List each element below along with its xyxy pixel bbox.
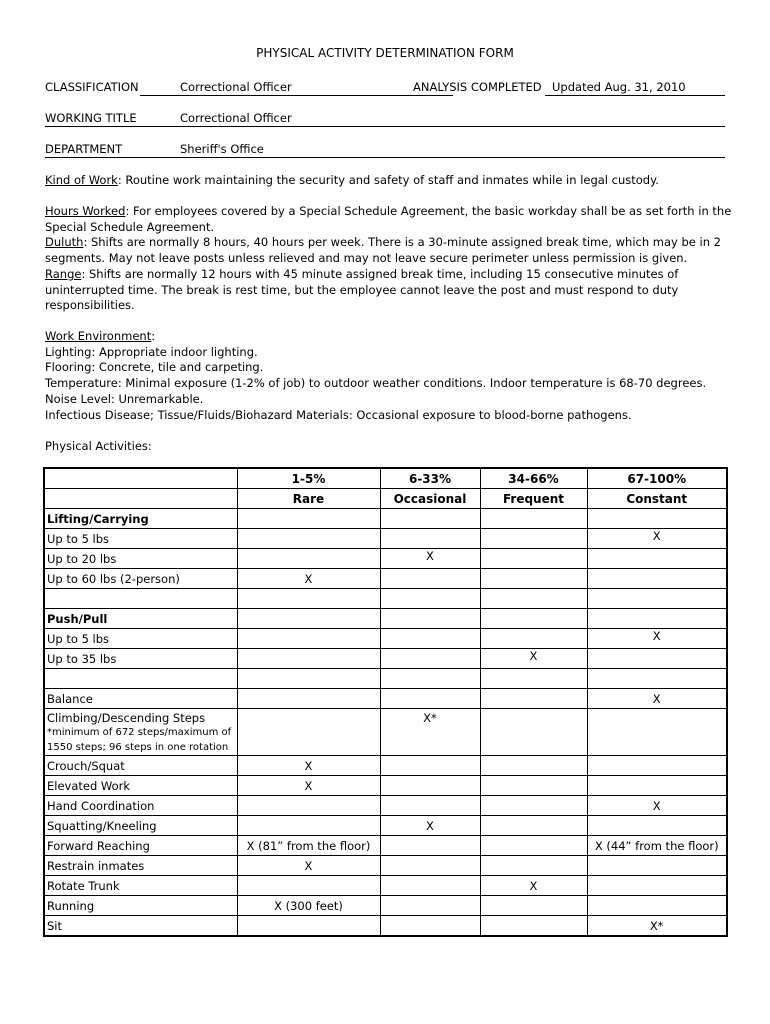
mark-climbing-occasional: X* [380,709,480,756]
table-header-row [44,468,727,489]
duluth-text: : Shifts are normally 8 hours, 40 hours per week. There is a 30-minute assigned break time, which may be in 2 segments. May not leave posts unless relieved and may not leave secure perimeter unless permission is given. [45,235,721,266]
mark-lift-20-occasional: X [380,549,480,569]
header-occasional: Occasional [380,489,480,509]
row-label-elevated-work: Elevated Work [44,776,237,796]
table-row [44,756,727,776]
table-row [44,669,727,689]
mark-squatting-occasional: X [380,816,480,836]
table-row [44,836,727,856]
analysis-completed-label: ANALYSIS COMPLETED [413,80,542,94]
mark-hand-constant: X [587,796,727,816]
header-constant: Constant [587,489,727,509]
table-row [44,916,727,937]
table-row [44,776,727,796]
temperature-text: Temperature: Minimal exposure (1-2% of job) to outdoor weather conditions. Indoor temperature is 68-70 degrees. [45,376,707,391]
department-field [45,142,725,158]
table-row [44,816,727,836]
physical-activities-table [43,467,728,937]
row-label-hand-coordination: Hand Coordination [44,796,237,816]
table-row [44,709,727,756]
mark-elevated-rare: X [237,776,380,796]
header-pct-constant: 67-100% [587,468,727,489]
duluth-heading: Duluth [45,235,84,250]
work-environment-heading: Work Environment [45,329,152,343]
working-title-field [45,111,725,127]
table-row [44,629,727,649]
mark-crouch-rare: X [237,756,380,776]
table-row [44,589,727,609]
header-rare: Rare [237,489,380,509]
mark-lift-60-rare: X [237,569,380,589]
form-title: PHYSICAL ACTIVITY DETERMINATION FORM [256,46,514,60]
table-row [44,649,727,669]
mark-balance-constant: X [587,689,727,709]
kind-of-work-section [45,173,735,189]
row-label-forward-reaching: Forward Reaching [44,836,237,856]
infectious-disease-text: Infectious Disease; Tissue/Fluids/Biohazard Materials: Occasional exposure to blood-borne pathogens. [45,407,632,422]
row-label-sit: Sit [44,916,237,937]
table-row [44,689,727,709]
row-label-squatting: Squatting/Kneeling [44,816,237,836]
hours-worked-section [45,204,735,314]
row-label-balance: Balance [44,689,237,709]
hours-worked-text: : For employees covered by a Special Schedule Agreement, the basic workday shall be as set forth in the Special Schedule Agreement. [45,204,732,234]
range-heading: Range [45,266,82,281]
classification-value: Correctional Officer [180,80,292,94]
table-header-row [44,489,727,509]
mark-forward-rare: X (81” from the floor) [237,836,380,856]
table-row [44,549,727,569]
row-label-push-pull: Push/Pull [44,609,237,629]
row-label-climbing [44,709,237,756]
flooring-text: Flooring: Concrete, tile and carpeting. [45,360,264,375]
row-label-push-35: Up to 35 lbs [44,649,237,669]
classification-field [45,80,725,96]
header-pct-rare: 1-5% [237,468,380,489]
table-row [44,876,727,896]
physical-activities-heading: Physical Activities: [45,439,152,453]
mark-lift-5-constant: X [587,529,727,549]
mark-push-35-frequent: X [480,649,587,669]
climbing-note: *minimum of 672 steps/maximum of 1550 steps; 96 steps in one rotation [47,727,232,753]
row-label-lifting-carrying: Lifting/Carrying [44,509,237,529]
mark-rotate-frequent: X [480,876,587,896]
work-environment-section [45,329,735,423]
mark-running-rare: X (300 feet) [237,896,380,916]
range-text: : Shifts are normally 12 hours with 45 minute assigned break time, including 15 consecutive minutes of uninterrupted time. The break is rest time, but the employee cannot leave the post and must respond to duty responsibilities. [45,266,679,313]
climbing-label: Climbing/Descending Steps [47,711,206,725]
hours-worked-heading: Hours Worked [45,204,126,218]
kind-of-work-text: : Routine work maintaining the security and safety of staff and inmates while in legal custody. [117,173,659,187]
header-pct-frequent: 34-66% [480,468,587,489]
department-value: Sheriff's Office [180,142,264,156]
table-row [44,509,727,529]
header-frequent: Frequent [480,489,587,509]
table-row [44,529,727,549]
table-row [44,896,727,916]
lighting-text: Lighting: Appropriate indoor lighting. [45,344,258,359]
work-environment-colon: : [151,329,156,343]
table-row [44,609,727,629]
row-label-rotate-trunk: Rotate Trunk [44,876,237,896]
row-label-crouch: Crouch/Squat [44,756,237,776]
department-label: DEPARTMENT [45,142,123,156]
mark-restrain-rare: X [237,856,380,876]
kind-of-work-heading: Kind of Work [45,173,118,187]
row-label-lift-60: Up to 60 lbs (2-person) [44,569,237,589]
table-row [44,569,727,589]
row-label-lift-20: Up to 20 lbs [44,549,237,569]
mark-push-5-constant: X [587,629,727,649]
working-title-label: WORKING TITLE [45,111,137,125]
header-pct-occasional: 6-33% [380,468,480,489]
row-label-running: Running [44,896,237,916]
working-title-value: Correctional Officer [180,111,292,125]
table-row [44,856,727,876]
table-row [44,796,727,816]
mark-sit-constant: X* [587,916,727,937]
classification-label: CLASSIFICATION [45,80,139,94]
analysis-completed-value: Updated Aug. 31, 2010 [552,80,686,94]
row-label-push-5: Up to 5 lbs [44,629,237,649]
mark-forward-constant: X (44” from the floor) [587,836,727,856]
row-label-lift-5: Up to 5 lbs [44,529,237,549]
row-label-restrain: Restrain inmates [44,856,237,876]
noise-level-text: Noise Level: Unremarkable. [45,391,204,406]
